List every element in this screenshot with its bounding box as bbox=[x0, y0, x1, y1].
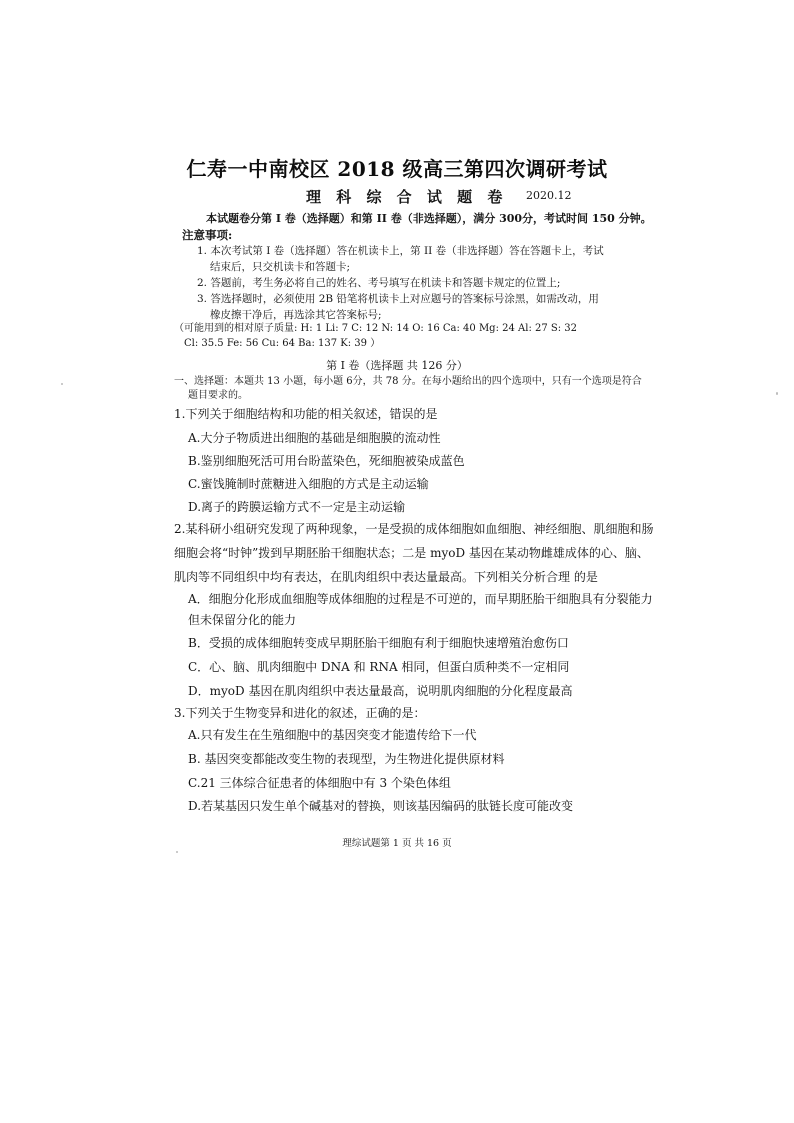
notice-heading: 注意事项: bbox=[182, 228, 233, 242]
intro-text: 本试题卷分第 I 卷（选择题）和第 II 卷（非选择题），满分 300分，考试时间 150 分钟。 bbox=[206, 212, 652, 225]
notice-item: 橡皮擦干净后，再选涂其它答案标号; bbox=[210, 309, 382, 321]
question-stem: 2.某科研小组研究发现了两种现象，一是受损的成体细胞如血细胞、神经细胞、肌细胞和肠 bbox=[174, 522, 654, 536]
notice-item: 3. 答选择题时，必须使用 2B 铅笔将机读卡上对应题号的答案标号涂黑，如需改动，用 bbox=[197, 293, 599, 305]
answer-option: A.只有发生在生殖细胞中的基因突变才能遗传给下一代 bbox=[188, 728, 477, 742]
answer-option: C.蜜饯腌制时蔗糖进入细胞的方式是主动运输 bbox=[188, 477, 429, 491]
question-stem: 肌肉等不同组织中均有表达，在肌肉组织中表达量最高。下列相关分析合理 的是 bbox=[174, 570, 598, 584]
notice-item: 结束后，只交机读卡和答题卡; bbox=[210, 261, 351, 273]
paper-subtitle: 理 科 综 合 试 题 卷 bbox=[306, 188, 508, 206]
page-footer: 理综试题第 1 页 共 16 页 bbox=[342, 838, 452, 849]
scan-speck bbox=[776, 392, 778, 395]
answer-option: C.21 三体综合征患者的体细胞中有 3 个染色体组 bbox=[188, 776, 451, 790]
atomic-masses-line: （可能用到的相对原子质量: H: 1 Li: 7 C: 12 N: 14 O: 16 Ca: 40 Mg: 24 Al: 27 S: 32 bbox=[174, 323, 578, 334]
question-stem: 3.下列关于生物变异和进化的叙述，正确的是： bbox=[174, 706, 426, 720]
scan-speck bbox=[61, 383, 63, 385]
answer-option: D．myoD 基因在肌肉组织中表达量最高，说明肌肉细胞的分化程度最高 bbox=[188, 684, 573, 698]
notice-item: 1. 本次考试第 I 卷（选择题）答在机读卡上，第 II 卷（非选择题）答在答题卡上，考试 bbox=[197, 245, 604, 257]
answer-option: A．细胞分化形成血细胞等成体细胞的过程是不可逆的，而早期胚胎干细胞具有分裂能力 bbox=[188, 592, 653, 606]
question-stem: 细胞会将“时钟”拨到早期胚胎干细胞状态；二是 myoD 基因在某动物雌雄成体的心、脑、 bbox=[174, 546, 649, 560]
section-instruction: 题目要求的。 bbox=[188, 390, 248, 401]
exam-title: 仁寿一中南校区 2018 级高三第四次调研考试 bbox=[186, 157, 608, 181]
exam-date: 2020.12 bbox=[526, 189, 572, 202]
scan-speck bbox=[176, 851, 178, 853]
answer-option: D.若某基因只发生单个碱基对的替换，则该基因编码的肽链长度可能改变 bbox=[188, 799, 574, 813]
answer-option: B．受损的成体细胞转变成早期胚胎干细胞有利于细胞快速增殖治愈伤口 bbox=[188, 636, 569, 650]
section-instruction: 一、选择题：本题共 13 小题，每小题 6分，共 78 分。在每小题给出的四个选项中，只有一个选项是符合 bbox=[174, 376, 642, 387]
answer-option: B.鉴别细胞死活可用台盼蓝染色，死细胞被染成蓝色 bbox=[188, 454, 465, 468]
notice-item: 2. 答题前，考生务必将自己的姓名、考号填写在机读卡和答题卡规定的位置上; bbox=[197, 277, 561, 289]
answer-option: D.离子的跨膜运输方式不一定是主动运输 bbox=[188, 500, 406, 514]
answer-option: A.大分子物质进出细胞的基础是细胞膜的流动性 bbox=[188, 431, 441, 445]
answer-option: C．心、脑、肌肉细胞中 DNA 和 RNA 相同，但蛋白质种类不一定相同 bbox=[188, 660, 570, 674]
answer-option: 但未保留分化的能力 bbox=[188, 613, 297, 627]
section-title: 第 I 卷（选择题 共 126 分） bbox=[326, 359, 468, 372]
question-stem: 1.下列关于细胞结构和功能的相关叙述，错误的是 bbox=[174, 407, 438, 421]
atomic-masses-line: Cl: 35.5 Fe: 56 Cu: 64 Ba: 137 K: 39 ） bbox=[184, 338, 381, 349]
answer-option: B. 基因突变都能改变生物的表现型，为生物进化提供原材料 bbox=[188, 752, 505, 766]
